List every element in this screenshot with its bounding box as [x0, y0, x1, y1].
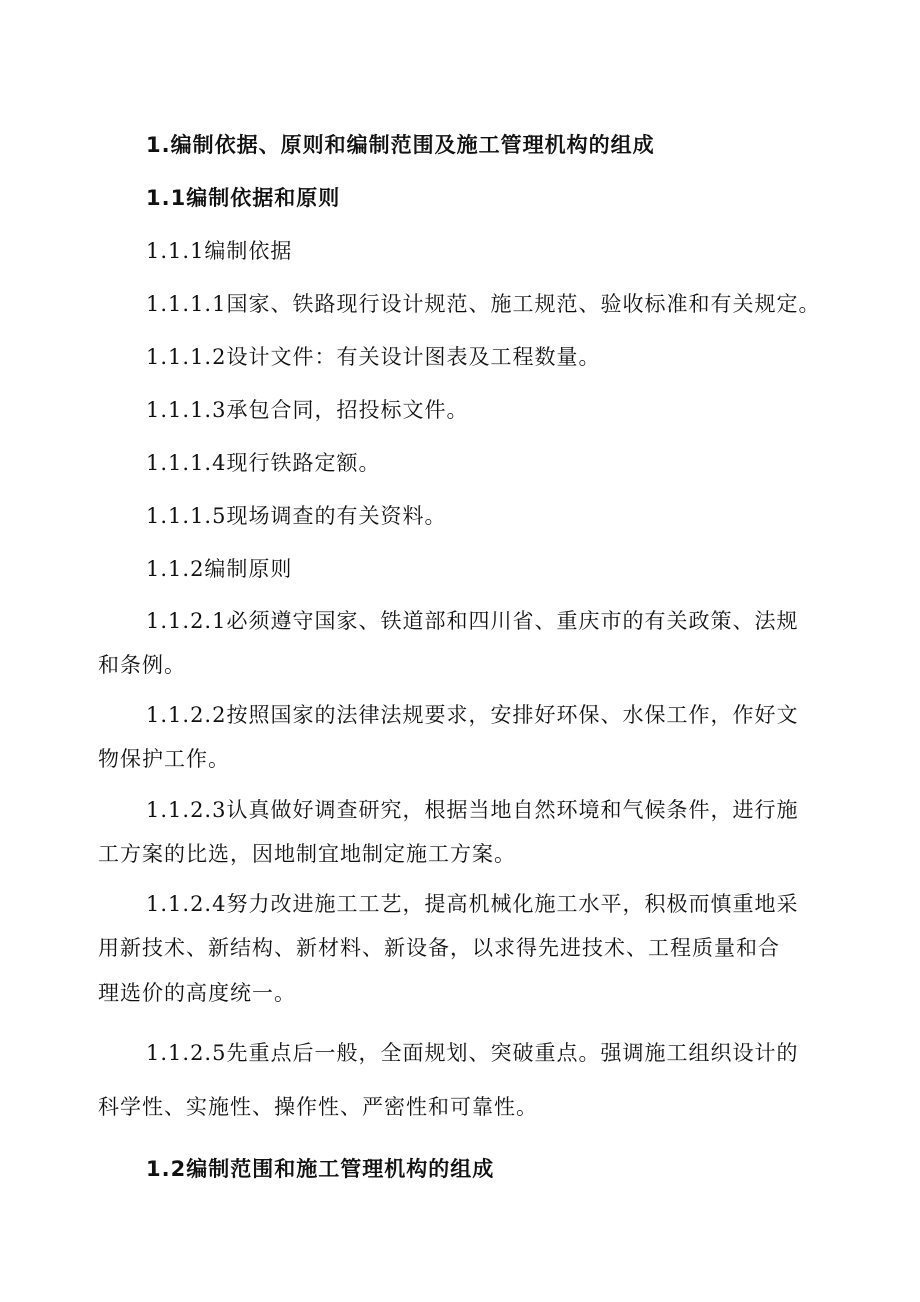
principle-4-line-2: 用新技术、新结构、新材料、新设备，以求得先进技术、工程质量和合	[98, 936, 780, 960]
principle-2-line-2: 物保护工作。	[98, 747, 230, 771]
basis-item-3: 1.1.1.3承包合同，招投标文件。	[146, 398, 469, 422]
section-heading-1-1: 1.1编制依据和原则	[146, 186, 341, 210]
principle-2-line-1: 1.1.2.2按照国家的法律法规要求，安排好环保、水保工作，作好文	[146, 703, 799, 727]
principle-1-line-2: 和条例。	[98, 653, 186, 677]
basis-item-5: 1.1.1.5现场调查的有关资料。	[146, 504, 447, 528]
basis-item-2: 1.1.1.2设计文件：有关设计图表及工程数量。	[146, 345, 601, 369]
subsection-heading-1-1-2: 1.1.2编制原则	[146, 557, 293, 581]
section-heading-1: 1.编制依据、原则和编制范围及施工管理机构的组成	[146, 133, 655, 157]
principle-5-line-2: 科学性、实施性、操作性、严密性和可靠性。	[98, 1095, 538, 1119]
principle-4-line-3: 理选价的高度统一。	[98, 981, 296, 1005]
principle-4-line-1: 1.1.2.4努力改进施工工艺，提高机械化施工水平，积极而慎重地采	[146, 892, 799, 916]
principle-1-line-1: 1.1.2.1必须遵守国家、铁道部和四川省、重庆市的有关政策、法规	[146, 609, 799, 633]
basis-item-1: 1.1.1.1国家、铁路现行设计规范、施工规范、验收标准和有关规定。	[146, 292, 821, 316]
principle-3-line-2: 工方案的比选，因地制宜地制定施工方案。	[98, 842, 516, 866]
subsection-heading-1-1-1: 1.1.1编制依据	[146, 239, 293, 263]
section-heading-1-2: 1.2编制范围和施工管理机构的组成	[146, 1157, 495, 1181]
principle-3-line-1: 1.1.2.3认真做好调查研究，根据当地自然环境和气候条件，进行施	[146, 798, 799, 822]
principle-5-line-1: 1.1.2.5先重点后一般，全面规划、突破重点。强调施工组织设计的	[146, 1041, 799, 1065]
basis-item-4: 1.1.1.4现行铁路定额。	[146, 451, 381, 475]
